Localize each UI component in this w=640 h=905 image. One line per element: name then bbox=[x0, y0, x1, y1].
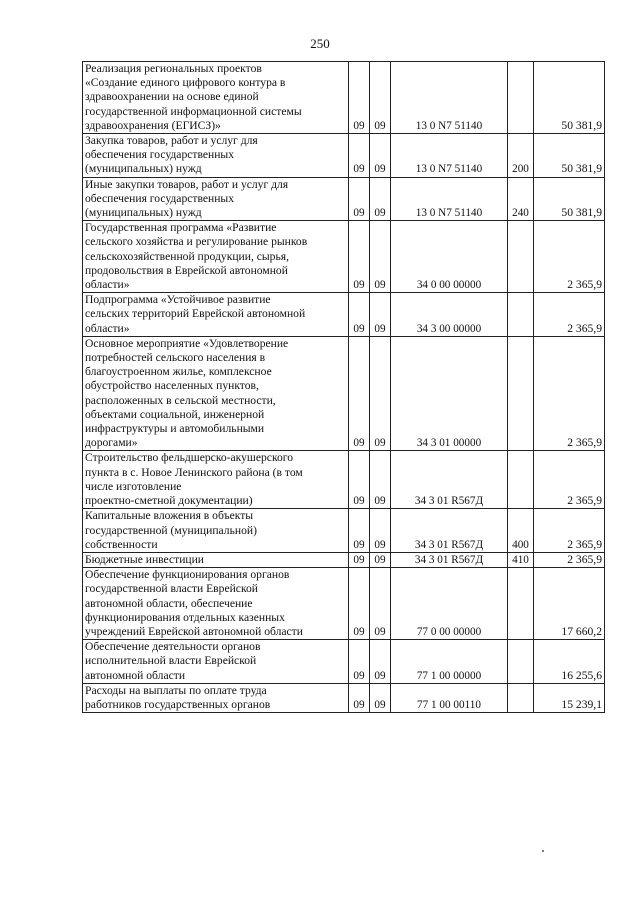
row-name-cell: Иные закупки товаров, работ и услуг для обеспечения государственных (муниципальных) нужд bbox=[83, 177, 349, 221]
target-article-code-cell: 77 0 00 00000 bbox=[391, 568, 508, 640]
budget-table bbox=[82, 61, 605, 713]
amount-cell: 2 365,9 bbox=[534, 509, 605, 553]
row-name-cell: Расходы на выплаты по оплате труда работников государственных органов bbox=[83, 683, 349, 712]
target-article-code-cell: 13 0 N7 51140 bbox=[391, 134, 508, 178]
amount-cell: 2 365,9 bbox=[534, 293, 605, 337]
expense-type-code-cell: 200 bbox=[508, 134, 534, 178]
row-name-cell: Закупка товаров, работ и услуг для обеспечения государственных (муниципальных) нужд bbox=[83, 134, 349, 178]
subsection-code-cell: 09 bbox=[370, 509, 391, 553]
amount-cell: 2 365,9 bbox=[534, 221, 605, 293]
row-name-cell: Капитальные вложения в объекты государственной (муниципальной) собственности bbox=[83, 509, 349, 553]
expense-type-code-cell: 410 bbox=[508, 552, 534, 567]
target-article-code-cell: 34 3 01 R567Д bbox=[391, 509, 508, 553]
table-row bbox=[83, 568, 605, 640]
row-name-cell: Строительство фельдшерско-акушерского пункта в с. Новое Ленинского района (в том числе изготовление проектно-сметной документации) bbox=[83, 451, 349, 509]
subsection-code-cell: 09 bbox=[370, 552, 391, 567]
section-code-cell: 09 bbox=[349, 177, 370, 221]
table-row bbox=[83, 509, 605, 553]
page-number: 250 bbox=[310, 36, 330, 51]
expense-type-code-cell bbox=[508, 640, 534, 684]
subsection-code-cell: 09 bbox=[370, 177, 391, 221]
section-code-cell: 09 bbox=[349, 568, 370, 640]
budget-table-body bbox=[83, 62, 605, 713]
subsection-code-cell: 09 bbox=[370, 134, 391, 178]
section-code-cell: 09 bbox=[349, 509, 370, 553]
row-name-cell: Реализация региональных проектов «Создание единого цифрового контура в здравоохранении на основе единой государственной информационной системы здравоохранения (ЕГИСЗ)» bbox=[83, 62, 349, 134]
subsection-code-cell: 09 bbox=[370, 568, 391, 640]
amount-cell: 50 381,9 bbox=[534, 177, 605, 221]
section-code-cell: 09 bbox=[349, 640, 370, 684]
scan-speck bbox=[542, 850, 544, 852]
section-code-cell: 09 bbox=[349, 683, 370, 712]
expense-type-code-cell: 240 bbox=[508, 177, 534, 221]
row-name-cell: Основное мероприятие «Удовлетворение потребностей сельского населения в благоустроенном жилье, комплексное обустройство населенных пунктов, расположенных в сельской местности, объектами социальной, инженерной инфраструктуры и автомобильными дорогами» bbox=[83, 336, 349, 451]
section-code-cell: 09 bbox=[349, 293, 370, 337]
amount-cell: 16 255,6 bbox=[534, 640, 605, 684]
table-row bbox=[83, 336, 605, 451]
expense-type-code-cell bbox=[508, 62, 534, 134]
expense-type-code-cell bbox=[508, 293, 534, 337]
row-name-cell: Подпрограмма «Устойчивое развитие сельских территорий Еврейской автономной области» bbox=[83, 293, 349, 337]
target-article-code-cell: 34 3 01 R567Д bbox=[391, 552, 508, 567]
row-name-cell: Бюджетные инвестиции bbox=[83, 552, 349, 567]
amount-cell: 50 381,9 bbox=[534, 62, 605, 134]
amount-cell: 17 660,2 bbox=[534, 568, 605, 640]
expense-type-code-cell bbox=[508, 683, 534, 712]
section-code-cell: 09 bbox=[349, 134, 370, 178]
row-name-cell: Обеспечение функционирования органов государственной власти Еврейской автономной области, обеспечение функционирования отдельных казенных учреждений Еврейской автономной области bbox=[83, 568, 349, 640]
section-code-cell: 09 bbox=[349, 221, 370, 293]
amount-cell: 15 239,1 bbox=[534, 683, 605, 712]
section-code-cell: 09 bbox=[349, 62, 370, 134]
amount-cell: 2 365,9 bbox=[534, 336, 605, 451]
target-article-code-cell: 13 0 N7 51140 bbox=[391, 177, 508, 221]
table-row bbox=[83, 683, 605, 712]
subsection-code-cell: 09 bbox=[370, 62, 391, 134]
target-article-code-cell: 34 3 01 00000 bbox=[391, 336, 508, 451]
expense-type-code-cell bbox=[508, 221, 534, 293]
row-name-cell: Обеспечение деятельности органов исполнительной власти Еврейской автономной области bbox=[83, 640, 349, 684]
expense-type-code-cell: 400 bbox=[508, 509, 534, 553]
section-code-cell: 09 bbox=[349, 552, 370, 567]
table-row bbox=[83, 451, 605, 509]
target-article-code-cell: 77 1 00 00110 bbox=[391, 683, 508, 712]
table-row bbox=[83, 640, 605, 684]
amount-cell: 50 381,9 bbox=[534, 134, 605, 178]
expense-type-code-cell bbox=[508, 568, 534, 640]
target-article-code-cell: 34 3 00 00000 bbox=[391, 293, 508, 337]
expense-type-code-cell bbox=[508, 336, 534, 451]
target-article-code-cell: 77 1 00 00000 bbox=[391, 640, 508, 684]
table-row bbox=[83, 177, 605, 221]
subsection-code-cell: 09 bbox=[370, 293, 391, 337]
amount-cell: 2 365,9 bbox=[534, 451, 605, 509]
table-row bbox=[83, 134, 605, 178]
subsection-code-cell: 09 bbox=[370, 451, 391, 509]
section-code-cell: 09 bbox=[349, 451, 370, 509]
subsection-code-cell: 09 bbox=[370, 640, 391, 684]
subsection-code-cell: 09 bbox=[370, 683, 391, 712]
table-row bbox=[83, 62, 605, 134]
amount-cell: 2 365,9 bbox=[534, 552, 605, 567]
target-article-code-cell: 13 0 N7 51140 bbox=[391, 62, 508, 134]
target-article-code-cell: 34 0 00 00000 bbox=[391, 221, 508, 293]
subsection-code-cell: 09 bbox=[370, 221, 391, 293]
target-article-code-cell: 34 3 01 R567Д bbox=[391, 451, 508, 509]
expense-type-code-cell bbox=[508, 451, 534, 509]
section-code-cell: 09 bbox=[349, 336, 370, 451]
row-name-cell: Государственная программа «Развитие сельского хозяйства и регулирование рынков сельскохозяйственной продукции, сырья, продовольствия в Еврейской автономной области» bbox=[83, 221, 349, 293]
table-row bbox=[83, 552, 605, 567]
subsection-code-cell: 09 bbox=[370, 336, 391, 451]
table-row bbox=[83, 221, 605, 293]
table-row bbox=[83, 293, 605, 337]
